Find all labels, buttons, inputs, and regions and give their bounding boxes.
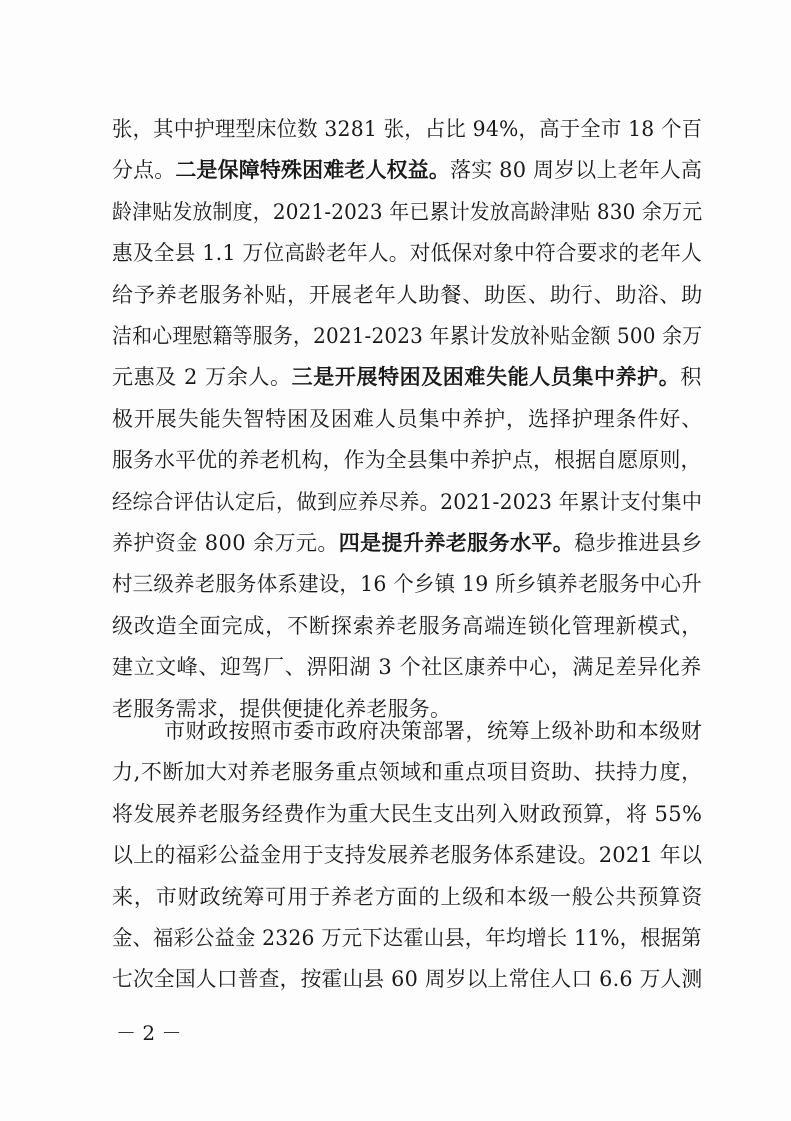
body-text: 金、福彩公益金 2326 万元下达霍山县，年均增长 11%，根据第 [112,926,702,950]
bold-heading-text: 二是保障特殊困难老人权益。 [175,157,451,183]
body-text: 稳步推进县乡 [574,531,703,555]
text-line [112,484,702,520]
text-line [112,318,702,354]
text-line [112,796,702,832]
text-line [112,837,702,873]
text-line [112,111,702,147]
body-text: 力,不断加大对养老服务重点领域和重点项目资助、扶持力度， [112,760,703,785]
text-line [112,359,702,395]
text-line [112,566,702,602]
body-text: 养护资金 800 余万元。 [112,531,339,555]
text-line [112,961,702,997]
body-text: 龄津贴发放制度，2021-2023 年已累计发放高龄津贴 830 余万元 [112,199,703,224]
body-text: 极开展失能失智特困及困难人员集中养护，选择护理条件好、 [112,406,704,431]
text-line [112,194,702,230]
body-text: 服务水平优的养老机构，作为全县集中养护点，根据自愿原则， [112,448,702,473]
body-text: 建立文峰、迎驾厂、淠阳湖 3 个社区康养中心，满足差异化养 [112,655,702,680]
body-text: 村三级养老服务体系建设，16 个乡镇 19 所乡镇养老服务中心升 [112,572,702,597]
body-text: 积 [680,365,702,390]
text-line [112,879,703,915]
body-text: 市财政按照市委市政府决策部署，统筹上级补助和本级财 [164,719,703,743]
body-text: 落实 80 周岁以上老年人高 [450,158,703,183]
text-line [112,235,702,271]
body-text: 张，其中护理型床位数 3281 张，占比 94%，高于全市 18 个百 [112,117,703,141]
body-text: 来，市财政统筹可用于养老方面的上级和本级一般公共预算资 [112,884,704,909]
text-line [112,754,703,790]
text-line [112,649,702,685]
page-number: － 2 － [116,1021,182,1045]
body-text: 级改造全面完成，不断探索养老服务高端连锁化管理新模式， [112,613,704,638]
body-text: 将发展养老服务经费作为重大民生支出列入财政预算，将 55% [112,801,703,826]
text-line [112,152,702,188]
body-text: 元惠及 2 万余人。 [112,365,292,390]
bold-heading-text: 三是开展特困及困难失能人员集中养护。 [291,364,681,390]
text-line [112,525,703,561]
text-line [112,608,703,644]
text-line [112,277,703,313]
body-text: 以上的福彩公益金用于支持发展养老服务体系建设。2021 年以 [112,843,703,868]
text-line [112,442,702,478]
body-text: 洁和心理慰籍等服务，2021-2023 年累计发放补贴金额 500 余万 [112,324,703,348]
body-text: 给予养老服务补贴，开展老年人助餐、助医、助行、助浴、助 [112,282,704,307]
body-text: 分点。 [112,158,176,183]
bold-heading-text: 四是提升养老服务水平。 [338,530,575,555]
body-text: 老服务需求，提供便捷化养老服务。 [112,696,452,721]
body-text: 经综合评估认定后，做到应养尽养。2021-2023 年累计支付集中 [112,489,703,514]
text-line [112,920,702,956]
text-line [164,713,702,749]
text-line [112,401,703,437]
body-text: 七次全国人口普查，按霍山县 60 周岁以上常住人口 6.6 万人测 [112,967,703,992]
body-text: 惠及全县 1.1 万位高龄老年人。对低保对象中符合要求的老年人 [112,241,702,266]
